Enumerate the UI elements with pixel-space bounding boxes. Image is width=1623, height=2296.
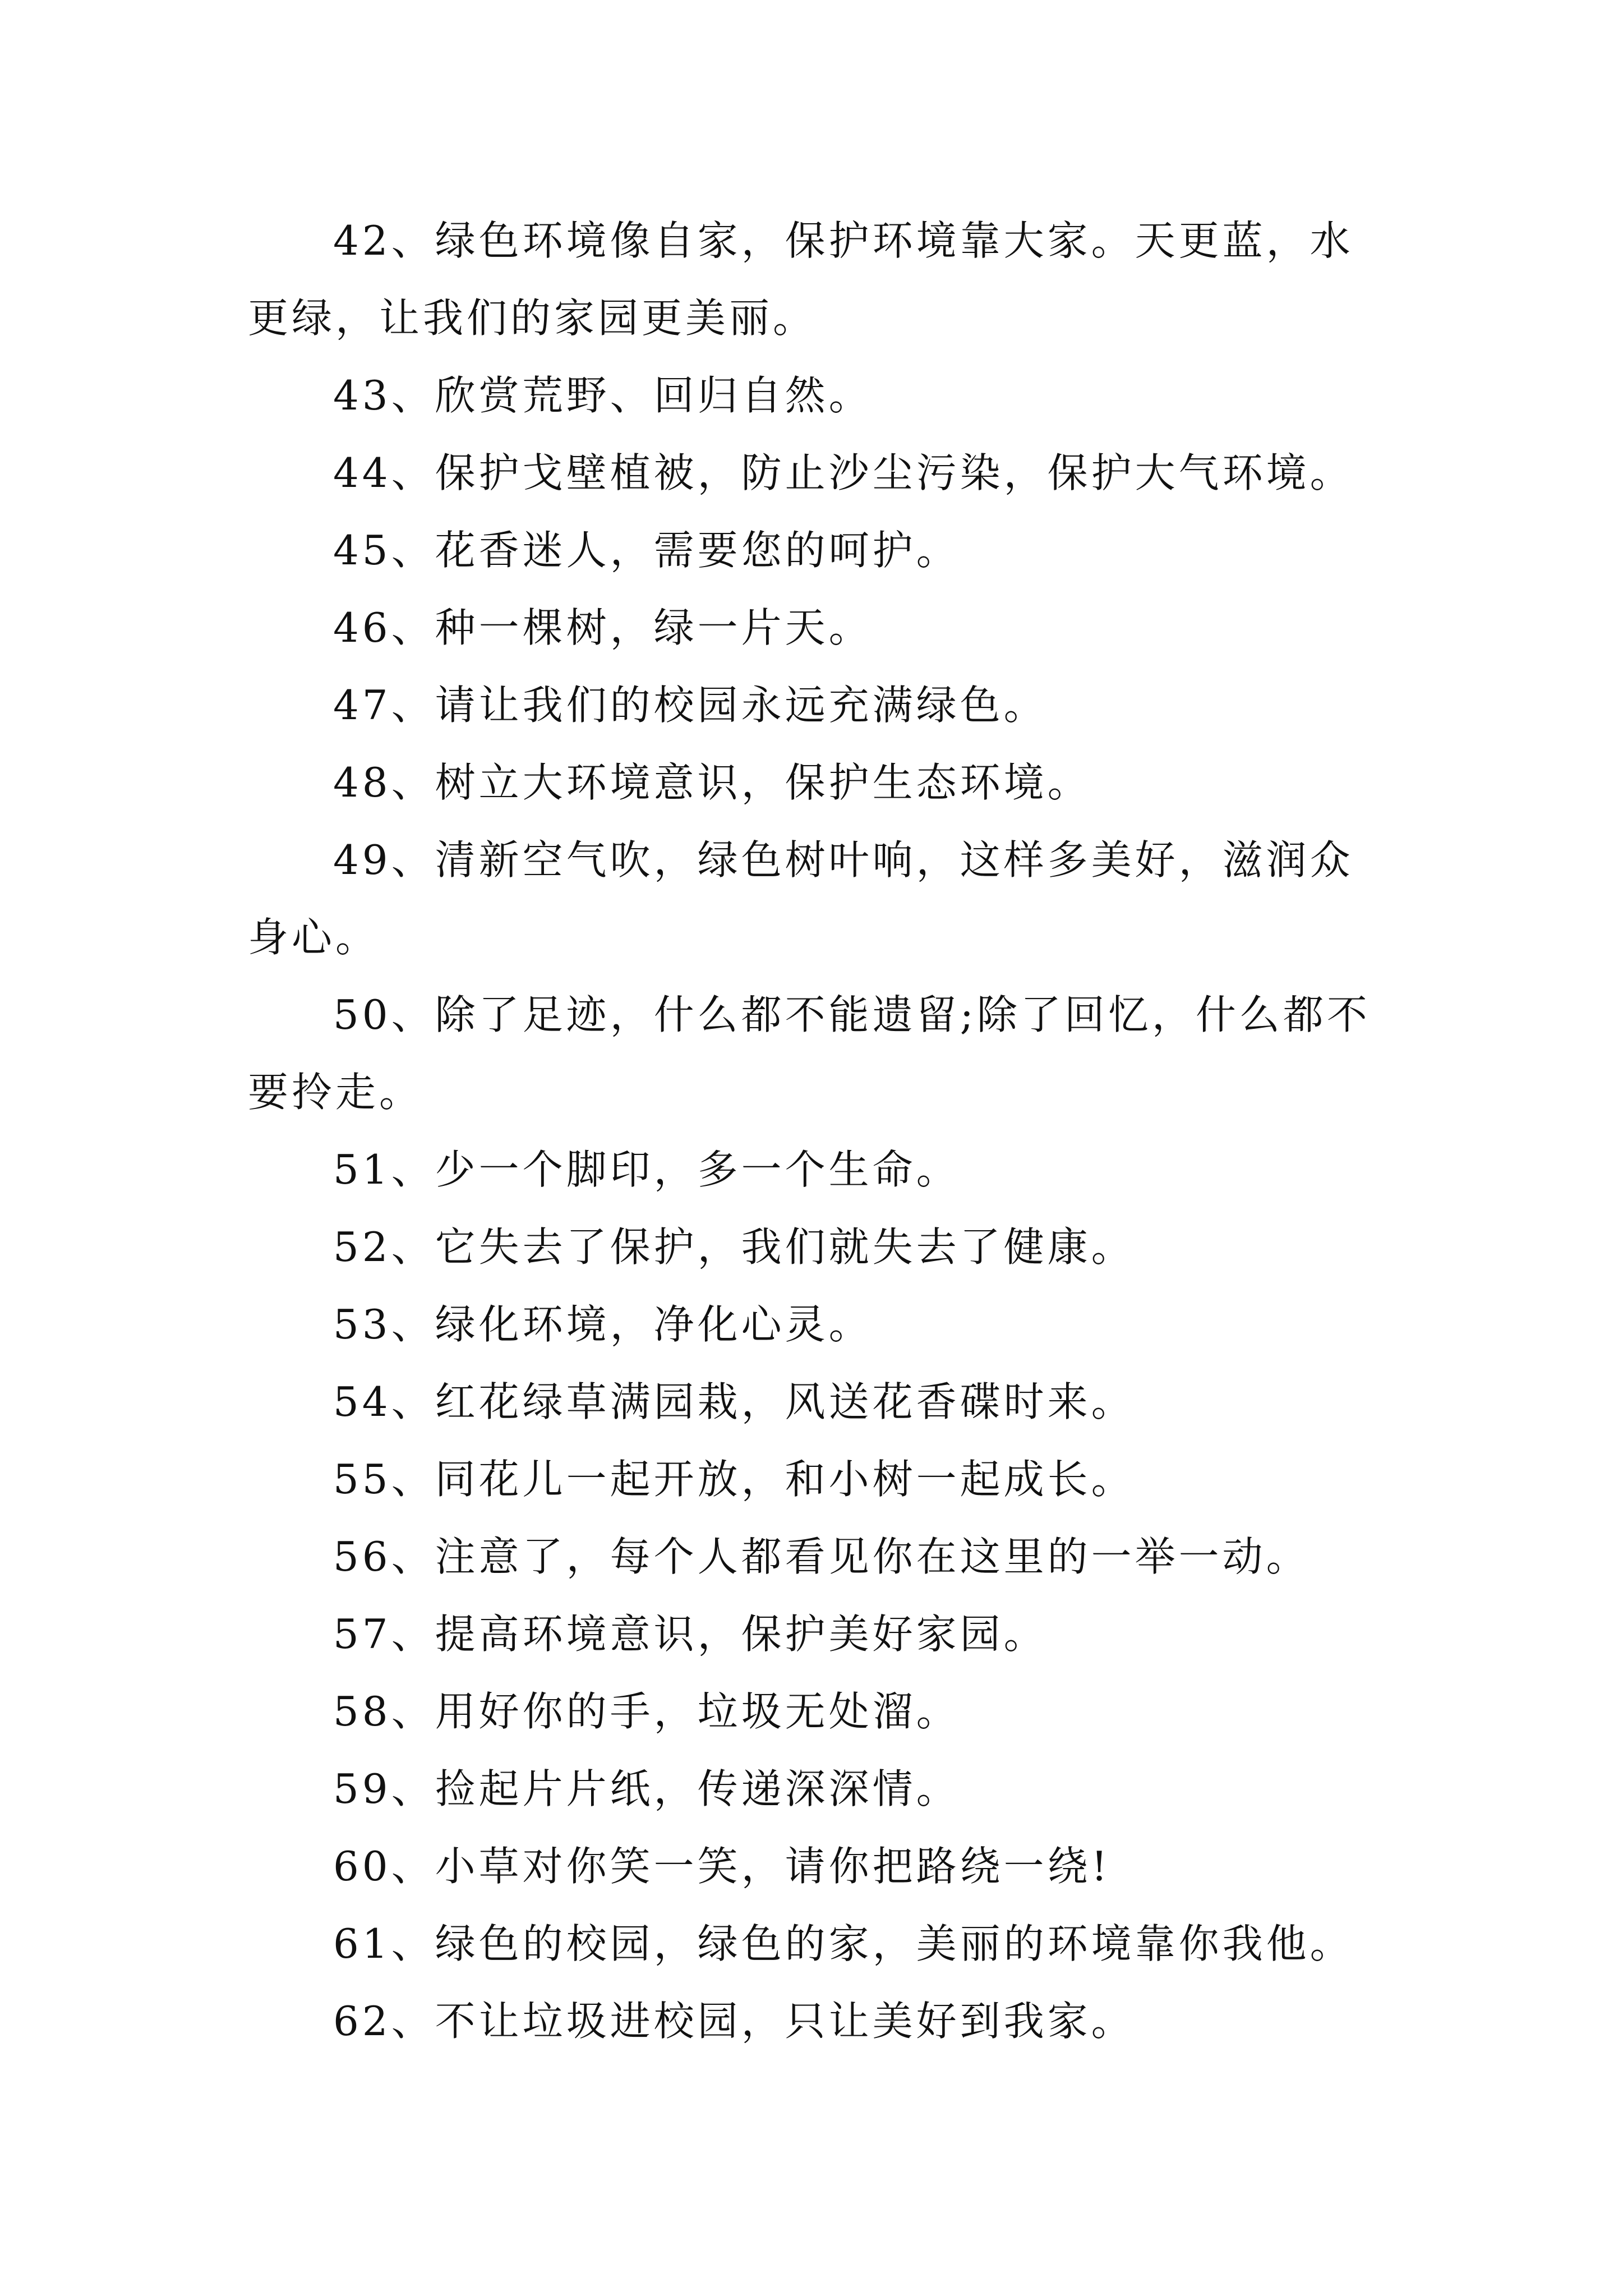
paragraph-62: 62、不让垃圾进校园，只让美好到我家。 xyxy=(333,1998,1135,2045)
paragraph-46: 46、种一棵树，绿一片天。 xyxy=(333,604,873,651)
paragraph-43: 43、欣赏荒野、回归自然。 xyxy=(333,372,873,419)
paragraph-52: 52、它失去了保护，我们就失去了健康。 xyxy=(333,1223,1135,1271)
paragraph-51: 51、少一个脚印，多一个生命。 xyxy=(333,1146,960,1193)
paragraph-59: 59、捡起片片纸，传递深深情。 xyxy=(333,1765,960,1812)
paragraph-54: 54、红花绿草满园栽，风送花香碟时来。 xyxy=(333,1378,1135,1425)
paragraph-42: 42、绿色环境像自家，保护环境靠大家。天更蓝，水更绿，让我们的家园更美丽。 xyxy=(248,217,1354,342)
paragraph-47: 47、请让我们的校园永远充满绿色。 xyxy=(333,682,1048,729)
paragraph-48: 48、树立大环境意识，保护生态环境。 xyxy=(333,759,1091,806)
paragraph-56: 56、注意了，每个人都看见你在这里的一举一动。 xyxy=(333,1533,1310,1580)
paragraph-44: 44、保护戈壁植被，防止沙尘污染，保护大气环境。 xyxy=(333,449,1354,496)
paragraph-58: 58、用好你的手，垃圾无处溜。 xyxy=(333,1688,960,1735)
document-body xyxy=(248,202,1375,2060)
paragraph-61: 61、绿色的校园，绿色的家，美丽的环境靠你我他。 xyxy=(333,1920,1354,1967)
paragraph-49: 49、清新空气吹，绿色树叶响，这样多美好，滋润众身心。 xyxy=(248,836,1354,961)
paragraph-53: 53、绿化环境，净化心灵。 xyxy=(333,1301,873,1348)
paragraph-60: 60、小草对你笑一笑，请你把路绕一绕! xyxy=(333,1843,1111,1890)
paragraph-45: 45、花香迷人，需要您的呵护。 xyxy=(333,527,960,574)
paragraph-50: 50、除了足迹，什么都不能遗留;除了回忆，什么都不要拎走。 xyxy=(248,991,1371,1116)
paragraph-55: 55、同花儿一起开放，和小树一起成长。 xyxy=(333,1456,1135,1503)
paragraph-57: 57、提高环境意识，保护美好家园。 xyxy=(333,1611,1048,1658)
